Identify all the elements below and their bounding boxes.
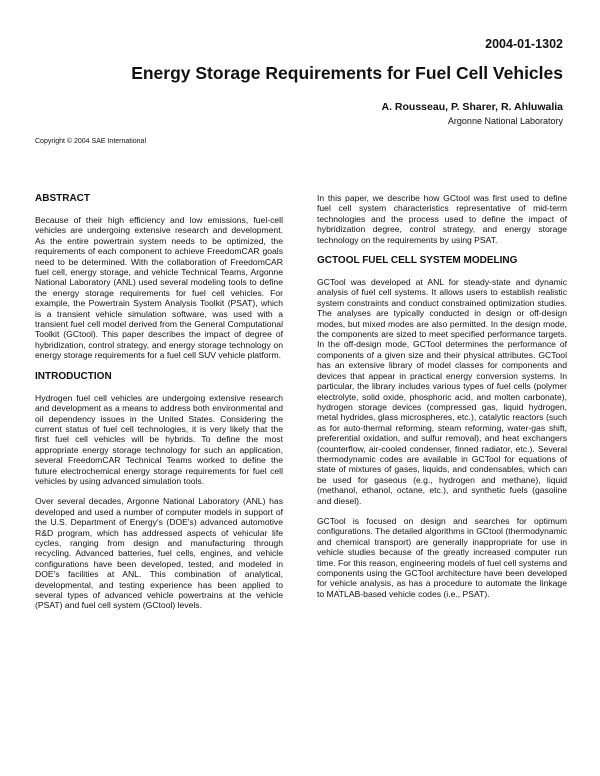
- intro-paragraph-2: Over several decades, Argonne National Laboratory (ANL) has developed and used a number of computer models in support of the U.S. Department of Energy's (DOE's) advanced automotive R&D program, which has addressed aspects of vehicular life cycles, ranging from design and manufacturing through recycling. Advanced batteries, fuel cells, engines, and vehicle configurations have been developed, tested, and modeled in DOE's facilities at ANL. This combination of analytical, developmental, and testing experience has been applied to several types of advanced vehicle powertrains at the vehicle (PSAT) and fuel cell system (GCtool) levels.: [35, 496, 283, 611]
- intro-paragraph-3: In this paper, we describe how GCtool was first used to define fuel cell system characteristics representative of mid-term technologies and the process used to define the impact of hybridization degree, control strategy, and energy storage technology on the requirements by using PSAT.: [317, 193, 567, 245]
- authors: A. Rousseau, P. Sharer, R. Ahluwalia: [381, 101, 563, 113]
- abstract-heading: ABSTRACT: [35, 193, 90, 204]
- paper-id: 2004-01-1302: [485, 37, 563, 51]
- left-column: [35, 193, 283, 621]
- affiliation: Argonne National Laboratory: [447, 116, 563, 126]
- copyright-notice: Copyright © 2004 SAE International: [35, 138, 147, 145]
- introduction-heading: INTRODUCTION: [35, 370, 112, 382]
- gctool-heading: GCTOOL FUEL CELL SYSTEM MODELING: [317, 255, 518, 267]
- intro-paragraph-1: Hydrogen fuel cell vehicles are undergoing extensive research and development as a means to address both environmental and oil dependency issues in the United States. Considering the current status of fuel cell technologies, it is very likely that the first fuel cell vehicles will be hybrids. To define the most appropriate energy storage technology for such an application, several FreedomCAR Technical Teams worked to define the future electrochemical energy storage requirements for fuel cell vehicles by using advanced simulation tools.: [35, 392, 283, 486]
- right-column: [317, 193, 567, 609]
- abstract-text: Because of their high efficiency and low emissions, fuel-cell vehicles are undergoing extensive research and development. As the entire powertrain system needs to be optimized, the requirements of each component to achieve FreedomCAR goals need to be determined. With the collaboration of FreedomCAR fuel cell, energy storage, and vehicle Technical Teams, Argonne National Laboratory (ANL) used several modeling tools to define the energy storage requirements for fuel cell vehicles. For example, the Powertrain System Analysis Toolkit (PSAT), which is a transient vehicle simulation software, was used with a transient fuel cell model derived from the General Computational Toolkit (GCtool). This paper describes the impact of degree of hybridization, control strategy, and energy storage technology on energy storage requirements for a fuel cell SUV vehicle platform.: [35, 215, 283, 361]
- paper-title: Energy Storage Requirements for Fuel Cell Vehicles: [131, 63, 563, 83]
- gctool-paragraph-1: GCTool was developed at ANL for steady-state and dynamic analysis of fuel cell systems. It allows users to establish realistic system constraints and conduct constrained optimization studies. The analyses are typically conducted in design or off-design modes, but mixed modes are also permitted. In the design mode, the components are sized to meet specified performance targets. In the off-design mode, GCTool determines the performance of components of a given size and their physical attributes. GCTool has an extensive library of model classes for components and devices that appear in practical energy conversion systems. In particular, the library includes various types of fuel cells (polymer electrolyte, solid oxide, phosphoric acid, and molten carbonate), hydrogen storage devices (compressed gas, liquid hydrogen, metal hydrides, glass microspheres, etc.), catalytic reactors (such as for auto-thermal reforming, steam reforming, water-gas shift, preferential oxidation, and sulfur removal), and heat exchangers (counterflow, air-cooled condenser, finned radiator, etc.). Several thermodynamic codes are available in GCTool for equations of state of mixtures of gases, liquids, and condensables, which can be used for gaseous (e.g., hydrogen and methane), liquid (methanol, ethanol, octane, etc.), and synthetic fuels (gasoline and diesel).: [317, 277, 567, 506]
- gctool-paragraph-2: GCTool is focused on design and searches for optimum configurations. The detailed algorithms in GCtool (thermodynamic and chemical transport) are generally inappropriate for use in vehicle studies because of the greatly increased computer run time. For this reason, engineering models of fuel cell systems and components using the GCTool architecture have been developed for vehicle analysis, as has a procedure to automate the linkage to MATLAB-based vehicle codes (i.e., PSAT).: [317, 515, 567, 599]
